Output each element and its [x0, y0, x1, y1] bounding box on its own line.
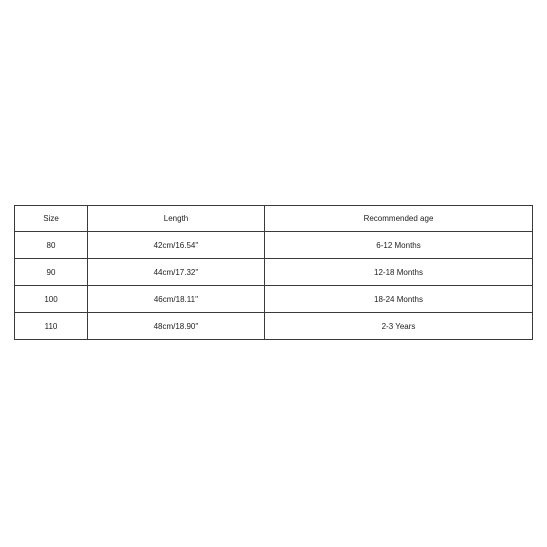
header-length: Length: [88, 206, 265, 232]
cell-size: 100: [15, 286, 88, 313]
cell-age: 2-3 Years: [265, 313, 533, 340]
cell-length: 46cm/18.11'': [88, 286, 265, 313]
cell-length: 42cm/16.54'': [88, 232, 265, 259]
cell-size: 80: [15, 232, 88, 259]
table-row: [15, 313, 533, 340]
table-row: [15, 286, 533, 313]
cell-length: 44cm/17.32'': [88, 259, 265, 286]
table-row: [15, 259, 533, 286]
cell-length: 48cm/18.90'': [88, 313, 265, 340]
cell-size: 90: [15, 259, 88, 286]
header-size: Size: [15, 206, 88, 232]
cell-age: 12-18 Months: [265, 259, 533, 286]
cell-age: 6-12 Months: [265, 232, 533, 259]
table-header-row: [15, 206, 533, 232]
cell-age: 18-24 Months: [265, 286, 533, 313]
cell-size: 110: [15, 313, 88, 340]
size-chart-table: [14, 205, 533, 340]
header-recommended-age: Recommended age: [265, 206, 533, 232]
table-row: [15, 232, 533, 259]
